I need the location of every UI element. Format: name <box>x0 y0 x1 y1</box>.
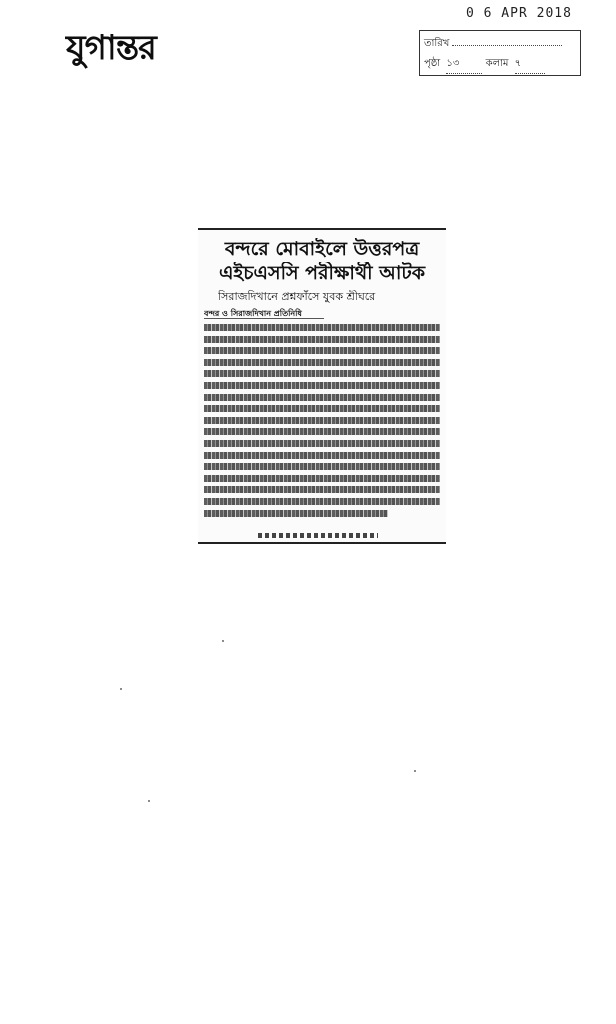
scan-speck <box>222 640 224 642</box>
reference-page-label: পৃষ্ঠা <box>424 58 441 69</box>
reference-page-value: ১৩ <box>446 56 482 74</box>
clipping-headline-line1: বন্দরে মোবাইলে উত্তরপত্র <box>224 238 420 260</box>
reference-column-value: ৭ <box>515 56 545 74</box>
scan-speck <box>148 800 150 802</box>
date-stamp: 0 6 APR 2018 <box>466 6 572 21</box>
reference-box <box>419 30 581 76</box>
reference-date-label: তারিখ <box>424 38 450 49</box>
newspaper-masthead: যুগান্তর <box>66 28 156 68</box>
scan-speck <box>414 770 416 772</box>
reference-column-label: কলাম <box>485 58 509 69</box>
reference-page-row <box>424 56 545 74</box>
clipping-headline-line2: এইচএসসি পরীক্ষার্থী আটক <box>218 262 426 284</box>
reference-date-fill <box>452 45 562 46</box>
scan-speck <box>120 688 122 690</box>
reference-date-row <box>424 36 562 53</box>
clipping-byline: বন্দর ও সিরাজদিখান প্রতিনিধি <box>204 308 324 319</box>
news-clipping <box>198 228 446 544</box>
clipping-footer-mark <box>258 533 378 538</box>
clipping-body-text <box>204 324 440 530</box>
clipping-subheadline: সিরাজদিখানে প্রশ্নফাঁসে যুবক শ্রীঘরে <box>218 290 376 303</box>
